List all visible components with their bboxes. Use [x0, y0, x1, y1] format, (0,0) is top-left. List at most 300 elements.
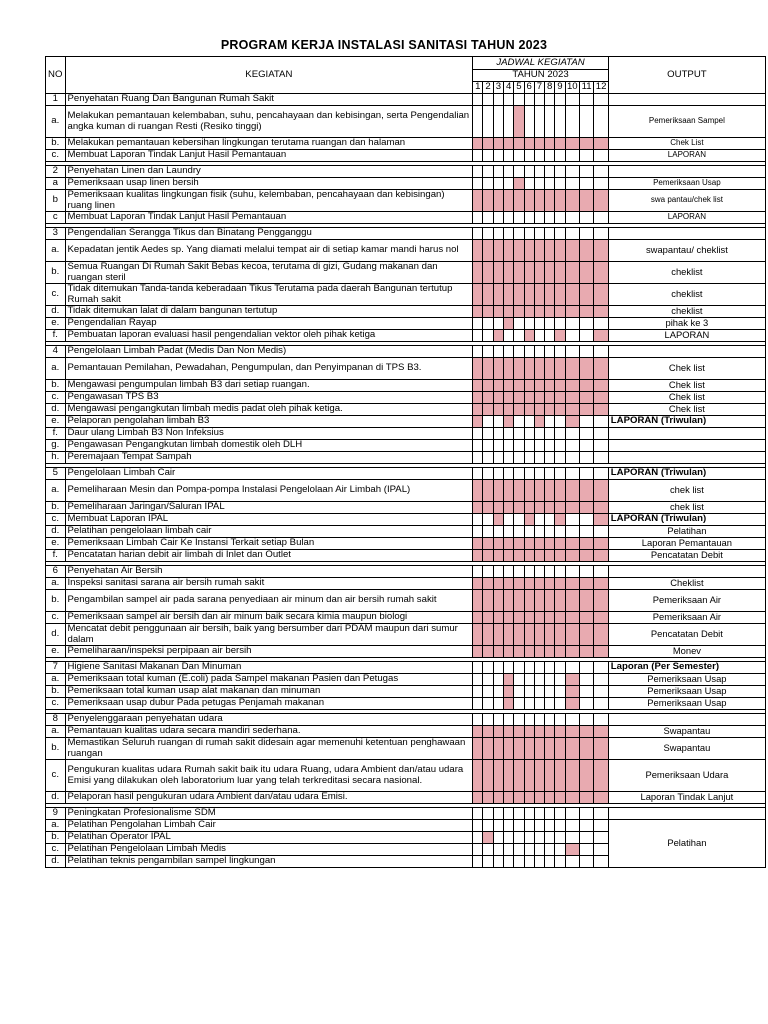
schedule-cell	[483, 698, 493, 710]
schedule-cell	[545, 94, 555, 106]
month-header-10: 10	[566, 81, 578, 93]
schedule-cell	[594, 440, 608, 452]
schedule-cell	[504, 404, 514, 416]
schedule-cell	[473, 166, 483, 178]
schedule-cell	[555, 404, 565, 416]
schedule-cell	[565, 416, 579, 428]
schedule-cell	[514, 674, 524, 686]
schedule-cell	[524, 526, 534, 538]
activity-output: Pencatatan Debit	[608, 624, 765, 646]
schedule-cell	[555, 166, 565, 178]
section-title: Penyehatan Linen dan Laundry	[65, 166, 473, 178]
schedule-cell	[579, 94, 593, 106]
schedule-cell	[579, 480, 593, 502]
schedule-cell	[524, 150, 534, 162]
schedule-cell	[504, 514, 514, 526]
schedule-cell	[565, 578, 579, 590]
schedule-cell	[483, 550, 493, 562]
schedule-cell	[579, 178, 593, 190]
schedule-cell	[555, 760, 565, 792]
schedule-cell	[579, 440, 593, 452]
schedule-cell	[534, 550, 544, 562]
schedule-cell	[483, 856, 493, 868]
schedule-cell	[594, 662, 608, 674]
activity-letter: a.	[46, 820, 66, 832]
activity-row	[46, 440, 766, 452]
section-output	[608, 166, 765, 178]
schedule-cell	[545, 262, 555, 284]
schedule-cell	[524, 452, 534, 464]
activity-output: Pemeriksaan Air	[608, 590, 765, 612]
schedule-cell	[534, 428, 544, 440]
schedule-cell	[473, 844, 483, 856]
schedule-cell	[524, 550, 534, 562]
schedule-cell	[524, 726, 534, 738]
activity-row	[46, 306, 766, 318]
schedule-cell	[555, 212, 565, 224]
activity-row	[46, 612, 766, 624]
schedule-cell	[524, 416, 534, 428]
schedule-cell	[545, 590, 555, 612]
schedule-cell	[504, 844, 514, 856]
schedule-cell	[493, 428, 503, 440]
schedule-cell	[493, 404, 503, 416]
schedule-cell	[545, 306, 555, 318]
schedule-cell	[524, 440, 534, 452]
schedule-cell	[555, 190, 565, 212]
schedule-cell	[504, 306, 514, 318]
schedule-cell	[504, 662, 514, 674]
activity-text: Membuat Laporan Tindak Lanjut Hasil Pemantauan	[65, 150, 473, 162]
schedule-cell	[493, 726, 503, 738]
activity-letter: c.	[46, 760, 66, 792]
activity-row	[46, 792, 766, 804]
schedule-cell	[565, 480, 579, 502]
schedule-cell	[579, 150, 593, 162]
schedule-cell	[514, 526, 524, 538]
activity-output: chek list	[608, 480, 765, 502]
schedule-cell	[565, 440, 579, 452]
activity-row	[46, 380, 766, 392]
schedule-cell	[514, 240, 524, 262]
schedule-cell	[579, 404, 593, 416]
schedule-cell	[483, 590, 493, 612]
activity-output: Pencatatan Debit	[608, 550, 765, 562]
schedule-cell	[514, 726, 524, 738]
schedule-cell	[504, 228, 514, 240]
schedule-cell	[594, 346, 608, 358]
schedule-cell	[524, 578, 534, 590]
section-title: Penyehatan Ruang Dan Bangunan Rumah Sakit	[65, 94, 473, 106]
activity-output: Monev	[608, 646, 765, 658]
schedule-cell	[524, 514, 534, 526]
activity-output: Pelatihan	[608, 820, 765, 868]
activity-text: Pemeriksaan kualitas lingkungan fisik (suhu, kelembaban, pencahayaan dan kebisingan) ruang linen	[65, 190, 473, 212]
activity-row	[46, 284, 766, 306]
schedule-cell	[514, 480, 524, 502]
schedule-cell	[493, 166, 503, 178]
schedule-cell	[579, 714, 593, 726]
schedule-cell	[504, 330, 514, 342]
schedule-cell	[534, 578, 544, 590]
schedule-cell	[555, 856, 565, 868]
section-header-row	[46, 166, 766, 178]
schedule-cell	[493, 612, 503, 624]
schedule-cell	[524, 714, 534, 726]
schedule-cell	[514, 538, 524, 550]
schedule-cell	[579, 318, 593, 330]
schedule-cell	[473, 178, 483, 190]
schedule-cell	[524, 760, 534, 792]
header-tahun: TAHUN 2023	[473, 70, 609, 82]
schedule-cell	[493, 440, 503, 452]
schedule-cell	[493, 662, 503, 674]
schedule-cell	[534, 686, 544, 698]
schedule-cell	[483, 138, 493, 150]
schedule-cell	[545, 662, 555, 674]
schedule-cell	[565, 502, 579, 514]
schedule-cell	[594, 624, 608, 646]
schedule-cell	[534, 662, 544, 674]
schedule-cell	[524, 138, 534, 150]
schedule-cell	[534, 346, 544, 358]
schedule-cell	[504, 808, 514, 820]
schedule-cell	[473, 502, 483, 514]
activity-letter: d.	[46, 856, 66, 868]
section-number: 2	[46, 166, 66, 178]
schedule-cell	[555, 318, 565, 330]
schedule-cell	[579, 612, 593, 624]
schedule-cell	[504, 178, 514, 190]
schedule-cell	[555, 738, 565, 760]
schedule-cell	[565, 844, 579, 856]
schedule-cell	[579, 662, 593, 674]
schedule-cell	[565, 190, 579, 212]
schedule-cell	[594, 714, 608, 726]
schedule-cell	[514, 150, 524, 162]
schedule-cell	[483, 190, 493, 212]
schedule-cell	[555, 578, 565, 590]
schedule-cell	[483, 624, 493, 646]
schedule-cell	[493, 358, 503, 380]
schedule-cell	[545, 404, 555, 416]
schedule-cell	[545, 392, 555, 404]
schedule-cell	[594, 318, 608, 330]
schedule-cell	[524, 844, 534, 856]
section-title: Pengelolaan Limbah Cair	[65, 468, 473, 480]
activity-row	[46, 738, 766, 760]
section-number: 8	[46, 714, 66, 726]
schedule-cell	[514, 262, 524, 284]
schedule-cell	[545, 138, 555, 150]
schedule-cell	[493, 590, 503, 612]
activity-letter: f.	[46, 550, 66, 562]
schedule-cell	[534, 106, 544, 138]
schedule-cell	[565, 358, 579, 380]
schedule-cell	[545, 330, 555, 342]
schedule-cell	[473, 514, 483, 526]
activity-row	[46, 624, 766, 646]
schedule-cell	[565, 346, 579, 358]
schedule-cell	[545, 452, 555, 464]
schedule-cell	[579, 624, 593, 646]
activity-text: Pemeriksaan total kuman (E.coli) pada Sampel makanan Pasien dan Petugas	[65, 674, 473, 686]
activity-output: LAPORAN	[608, 212, 765, 224]
schedule-cell	[483, 662, 493, 674]
schedule-cell	[504, 856, 514, 868]
schedule-cell	[579, 590, 593, 612]
schedule-cell	[565, 262, 579, 284]
activity-letter: c.	[46, 844, 66, 856]
schedule-cell	[483, 832, 493, 844]
schedule-cell	[565, 832, 579, 844]
schedule-cell	[524, 662, 534, 674]
schedule-cell	[514, 550, 524, 562]
schedule-cell	[493, 698, 503, 710]
schedule-cell	[594, 502, 608, 514]
section-title: Pengendalian Serangga Tikus dan Binatang Pengganggu	[65, 228, 473, 240]
activity-text: Melakukan pemantauan kebersihan lingkungan terutama ruangan dan halaman	[65, 138, 473, 150]
schedule-cell	[545, 468, 555, 480]
schedule-cell	[493, 318, 503, 330]
schedule-cell	[524, 392, 534, 404]
section-number: 9	[46, 808, 66, 820]
activity-output: pihak ke 3	[608, 318, 765, 330]
activity-letter: a.	[46, 578, 66, 590]
activity-letter: b.	[46, 502, 66, 514]
schedule-cell	[504, 566, 514, 578]
schedule-cell	[524, 566, 534, 578]
schedule-cell	[545, 318, 555, 330]
schedule-cell	[555, 468, 565, 480]
activity-letter: b.	[46, 138, 66, 150]
activity-output: Chek List	[608, 138, 765, 150]
schedule-cell	[565, 178, 579, 190]
schedule-cell	[594, 792, 608, 804]
schedule-cell	[504, 550, 514, 562]
schedule-cell	[579, 738, 593, 760]
schedule-cell	[514, 330, 524, 342]
schedule-cell	[524, 190, 534, 212]
schedule-cell	[524, 686, 534, 698]
schedule-cell	[579, 578, 593, 590]
schedule-cell	[565, 228, 579, 240]
activity-text: Pelatihan pengelolaan limbah cair	[65, 526, 473, 538]
activity-letter: b	[46, 190, 66, 212]
schedule-cell	[579, 646, 593, 658]
schedule-cell	[473, 698, 483, 710]
schedule-cell	[493, 138, 503, 150]
schedule-cell	[473, 262, 483, 284]
schedule-cell	[579, 514, 593, 526]
activity-text: Pengendalian Rayap	[65, 318, 473, 330]
schedule-cell	[545, 726, 555, 738]
schedule-cell	[514, 792, 524, 804]
schedule-cell	[579, 726, 593, 738]
schedule-cell	[483, 262, 493, 284]
schedule-cell	[565, 240, 579, 262]
schedule-cell	[493, 674, 503, 686]
schedule-cell	[545, 612, 555, 624]
month-header-8: 8	[545, 82, 555, 94]
schedule-cell	[534, 358, 544, 380]
schedule-cell	[545, 674, 555, 686]
activity-text: Pelatihan Pengelolaan Limbah Medis	[65, 844, 473, 856]
activity-letter: b.	[46, 832, 66, 844]
schedule-cell	[524, 590, 534, 612]
schedule-cell	[493, 856, 503, 868]
schedule-cell	[545, 380, 555, 392]
schedule-cell	[594, 166, 608, 178]
schedule-cell	[524, 380, 534, 392]
schedule-cell	[594, 468, 608, 480]
section-header-row	[46, 346, 766, 358]
schedule-cell	[579, 550, 593, 562]
schedule-cell	[483, 106, 493, 138]
schedule-cell	[555, 646, 565, 658]
activity-output	[608, 428, 765, 440]
schedule-cell	[545, 416, 555, 428]
schedule-cell	[514, 416, 524, 428]
schedule-cell	[493, 178, 503, 190]
activity-row	[46, 190, 766, 212]
activity-output: cheklist	[608, 306, 765, 318]
schedule-cell	[524, 330, 534, 342]
schedule-cell	[565, 820, 579, 832]
schedule-cell	[524, 166, 534, 178]
schedule-cell	[545, 440, 555, 452]
activity-row	[46, 590, 766, 612]
activity-row	[46, 502, 766, 514]
activity-letter: b.	[46, 590, 66, 612]
schedule-cell	[534, 624, 544, 646]
schedule-cell	[514, 808, 524, 820]
schedule-cell	[579, 106, 593, 138]
schedule-cell	[565, 404, 579, 416]
schedule-cell	[555, 792, 565, 804]
schedule-cell	[545, 228, 555, 240]
schedule-cell	[545, 526, 555, 538]
schedule-cell	[555, 306, 565, 318]
schedule-cell	[473, 392, 483, 404]
schedule-cell	[534, 820, 544, 832]
schedule-cell	[473, 240, 483, 262]
section-title: Peningkatan Profesionalisme SDM	[65, 808, 473, 820]
schedule-cell	[473, 190, 483, 212]
schedule-cell	[514, 306, 524, 318]
section-output	[608, 808, 765, 820]
activity-letter: b.	[46, 380, 66, 392]
schedule-cell	[594, 190, 608, 212]
schedule-cell	[534, 726, 544, 738]
schedule-cell	[565, 856, 579, 868]
month-header-1: 1	[473, 82, 483, 94]
schedule-cell	[534, 808, 544, 820]
schedule-cell	[534, 228, 544, 240]
activity-text: Pengawasan TPS B3	[65, 392, 473, 404]
schedule-cell	[493, 578, 503, 590]
schedule-cell	[514, 502, 524, 514]
schedule-cell	[545, 808, 555, 820]
schedule-cell	[579, 330, 593, 342]
schedule-cell	[534, 566, 544, 578]
schedule-cell	[524, 94, 534, 106]
schedule-cell	[555, 346, 565, 358]
schedule-cell	[579, 856, 593, 868]
activity-letter: e.	[46, 318, 66, 330]
activity-text: Melakukan pemantauan kelembaban, suhu, pencahayaan dan kebisingan, serta Pengendalian angka kuman di ruangan Resti (Resiko tinggi)	[65, 106, 473, 138]
schedule-cell	[514, 452, 524, 464]
schedule-cell	[493, 330, 503, 342]
activity-text: Pelaporan pengolahan limbah B3	[65, 416, 473, 428]
schedule-cell	[473, 662, 483, 674]
schedule-cell	[555, 94, 565, 106]
schedule-cell	[555, 138, 565, 150]
schedule-cell	[524, 856, 534, 868]
schedule-cell	[565, 318, 579, 330]
schedule-cell	[514, 358, 524, 380]
schedule-cell	[483, 612, 493, 624]
schedule-cell	[545, 738, 555, 760]
month-header-4: 4	[504, 82, 514, 94]
schedule-cell	[504, 212, 514, 224]
schedule-cell	[514, 468, 524, 480]
schedule-cell	[514, 686, 524, 698]
section-title: Penyelenggaraan penyehatan udara	[65, 714, 473, 726]
schedule-cell	[514, 284, 524, 306]
schedule-cell	[473, 808, 483, 820]
schedule-cell	[524, 502, 534, 514]
schedule-cell	[534, 94, 544, 106]
schedule-cell	[555, 150, 565, 162]
schedule-cell	[565, 646, 579, 658]
schedule-cell	[483, 240, 493, 262]
activity-letter: b.	[46, 262, 66, 284]
schedule-cell	[483, 468, 493, 480]
schedule-cell	[524, 674, 534, 686]
schedule-cell	[594, 698, 608, 710]
schedule-cell	[534, 318, 544, 330]
schedule-cell	[483, 738, 493, 760]
month-header-12: 12	[595, 81, 607, 93]
schedule-cell	[473, 612, 483, 624]
schedule-cell	[483, 346, 493, 358]
schedule-cell	[514, 514, 524, 526]
schedule-cell	[555, 440, 565, 452]
schedule-cell	[524, 106, 534, 138]
activity-row	[46, 428, 766, 440]
schedule-cell	[504, 526, 514, 538]
schedule-cell	[483, 178, 493, 190]
schedule-cell	[514, 138, 524, 150]
schedule-cell	[579, 566, 593, 578]
schedule-cell	[514, 844, 524, 856]
schedule-cell	[514, 212, 524, 224]
schedule-cell	[524, 228, 534, 240]
activity-row	[46, 686, 766, 698]
schedule-cell	[579, 792, 593, 804]
schedule-cell	[555, 550, 565, 562]
schedule-cell	[493, 760, 503, 792]
activity-output: LAPORAN	[608, 330, 765, 342]
activity-letter: a	[46, 178, 66, 190]
activity-text: Mengawasi pengangkutan limbah medis padat oleh pihak ketiga.	[65, 404, 473, 416]
schedule-cell	[555, 590, 565, 612]
schedule-cell	[483, 380, 493, 392]
schedule-cell	[579, 306, 593, 318]
schedule-cell	[534, 404, 544, 416]
schedule-cell	[483, 502, 493, 514]
